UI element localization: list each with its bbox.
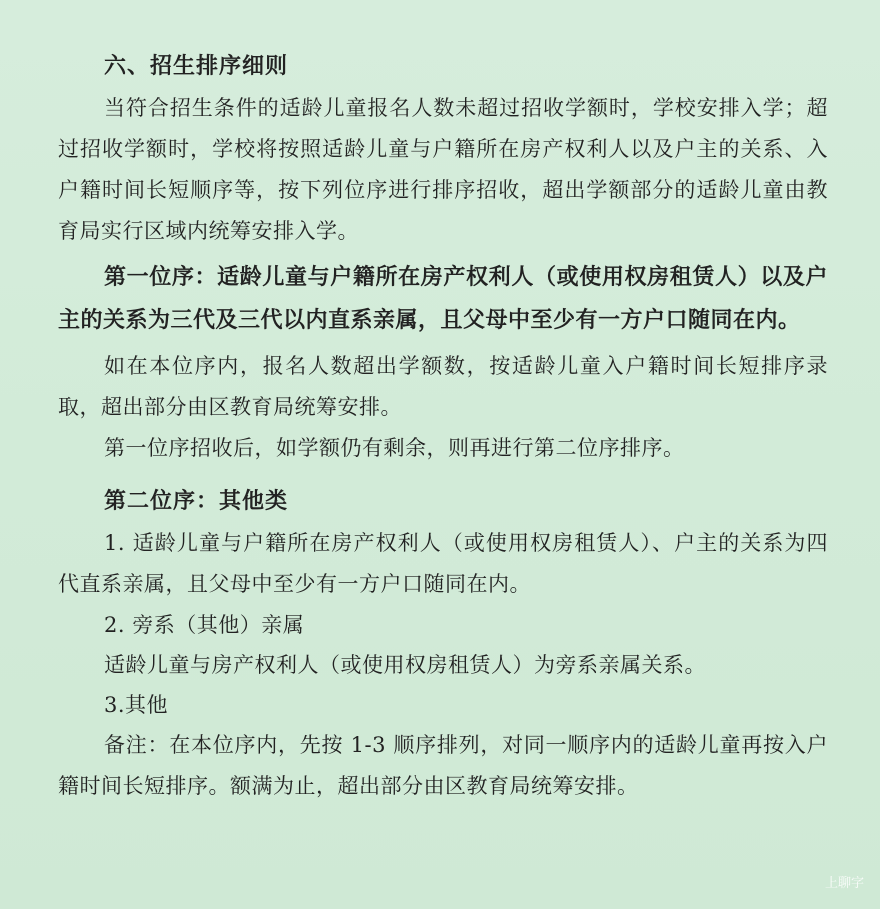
first-order-detail: 如在本位序内，报名人数超出学额数，按适龄儿童入户籍时间长短排序录取，超出部分由区教育局统筹安排。 — [58, 354, 828, 419]
first-order-title: 第一位序：适龄儿童与户籍所在房产权利人（或使用权房租赁人）以及户主的关系为三代及三代以内直系亲属，且父母中至少有一方户口随同在内。 — [58, 264, 828, 333]
second-order-item-3-title: 3.其他 — [104, 693, 169, 717]
section-heading: 六、招生排序细则 — [104, 53, 289, 79]
document-page — [58, 44, 828, 807]
watermark: 上聊字 — [824, 876, 864, 891]
second-order-item-1: 1. 适龄儿童与户籍所在房产权利人（或使用权房租赁人）、户主的关系为四代直系亲属，且父母中至少有一方户口随同在内。 — [58, 531, 828, 596]
second-order-item-2-title: 2. 旁系（其他）亲属 — [104, 613, 305, 637]
second-order-item-2-detail: 适龄儿童与房产权利人（或使用权房租赁人）为旁系亲属关系。 — [104, 653, 706, 677]
first-order-after: 第一位序招收后，如学额仍有剩余，则再进行第二位序排序。 — [104, 436, 685, 460]
second-order-note: 备注：在本位序内，先按 1-3 顺序排列，对同一顺序内的适龄儿童再按入户籍时间长短排序。额满为止，超出部分由区教育局统筹安排。 — [58, 733, 828, 798]
intro-paragraph: 当符合招生条件的适龄儿童报名人数未超过招收学额时，学校安排入学；超过招收学额时，学校将按照适龄儿童与户籍所在房产权利人以及户主的关系、入户籍时间长短顺序等，按下列位序进行排序招收，超出学额部分的适龄儿童由教育局实行区域内统筹安排入学。 — [58, 96, 828, 243]
second-order-heading: 第二位序：其他类 — [104, 488, 289, 514]
